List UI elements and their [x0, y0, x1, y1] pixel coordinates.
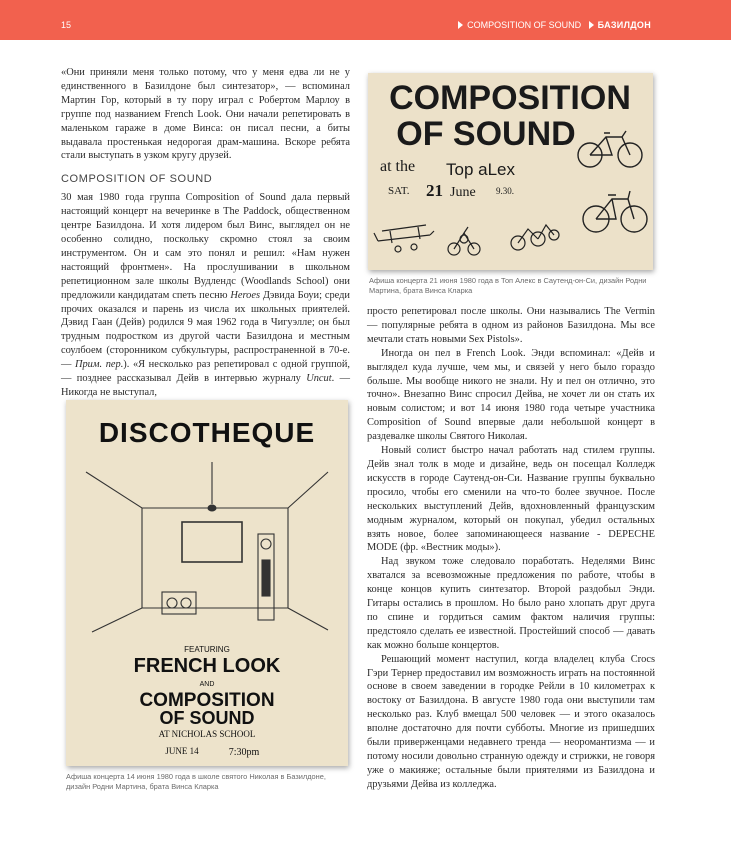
poster-line-2: OF SOUND: [396, 115, 576, 153]
paragraph: Над звуком тоже следовало поработать. Неделями Винс хватался за всевозможные предложения по работе, чтобы в конце концов купить синтезатор. Второй раздобыл Энди. Гитары остались в прошлом. Но было рано хлопать друг друга по спине и гордиться самим фактом наличия группы: предстояло сделать ее известной. Простейший способ — давать как можно больше концертов.: [367, 556, 655, 651]
right-column-text: [367, 305, 655, 792]
poster-top-caption: Афиша концерта 21 июня 1980 года в Топ Алекс в Саутенд-он-Си, дизайн Родни Мартина, брата Винса Кларка: [369, 276, 647, 295]
poster-bottom-caption: Афиша концерта 14 июня 1980 года в школе святого Николая в Базилдоне, дизайн Родни Мартина, брата Винса Кларка: [66, 772, 326, 791]
poster-sat: SAT.: [388, 185, 410, 197]
left-column-text: [61, 66, 350, 400]
poster-date: JUNE 14: [165, 746, 199, 756]
poster-title: DISCOTHEQUE: [98, 417, 316, 448]
page-number: 15: [61, 20, 72, 30]
breadcrumb-chapter: COMPOSITION OF SOUND: [467, 20, 582, 30]
poster-and: AND: [199, 681, 215, 688]
poster-at-the: at the: [380, 158, 416, 175]
header-bar: [0, 0, 731, 40]
poster-line-1: COMPOSITION: [389, 79, 631, 117]
paragraph: Новый солист быстро начал работать над стилем группы. Дейв знал толк в моде и дизайне, ведь он посещал Колледж искусств в городе Саутенд-он-Си. Название группы буквально просило, чтобы его сменили на что-то более звучное. После нескольких выступлений Дейв, вдохновленный французским модным журналом, который он покупал, убедил остальных взять новое, более запоминающееся название - DEPECHE MODE (фр. «Вестник моды»).: [367, 445, 655, 554]
poster-band-2-line-2: OF SOUND: [159, 708, 255, 728]
paragraph: просто репетировал после школы. Они назывались The Vermin — популярные ребята в одном из районов Базилдона. Мы все мечтали стать новыми Sex Pistols».: [367, 306, 655, 345]
paragraph: Иногда он пел в French Look. Энди вспоминал: «Дейв и выглядел куда лучше, чем мы, и связей у него было гораздо больше. Мы вообще никого не знали. Ну и пел он отлично, это точно». Внезапно Винс спросил Дейва, не хочет ли он стать их новым солистом; и вот 14 июня 1980 года четыре участника Composition of Sound впервые дали небольшой концерт в раздевалке школы Святого Николая.: [367, 347, 655, 443]
poster-featuring: FEATURING: [184, 645, 230, 654]
paragraph: «Они приняли меня только потому, что у меня едва ли не у единственного в Базилдоне был синтезатор», — вспоминал Мартин Гор, который в ту пору играл с Робертом Марлоу в группе под названием French Look. Они начали репетировать в маленьком гараже в доме Винса: он писал песни, а биты выдавала простенькая недорогая драм-машина. Вскоре ребята стали выступать в узком кругу друзей.: [61, 67, 350, 162]
poster-school: AT NICHOLAS SCHOOL: [158, 729, 256, 739]
poster-time: 9.30.: [496, 186, 514, 196]
breadcrumb-section: БАЗИЛДОН: [597, 20, 651, 30]
poster-time: 7:30pm: [228, 747, 260, 758]
triangle-icon: [589, 21, 594, 29]
section-heading: COMPOSITION OF SOUND: [61, 173, 213, 186]
breadcrumb: [458, 20, 651, 30]
poster-band-1: FRENCH LOOK: [133, 655, 281, 677]
poster-band-2-line-1: COMPOSITION: [139, 690, 275, 711]
poster-discotheque: [66, 400, 348, 766]
poster-date-num: 21: [426, 181, 443, 200]
triangle-icon: [458, 21, 463, 29]
poster-venue: Top aLex: [446, 160, 515, 179]
paragraph: Решающий момент наступил, когда владелец клуба Crocs Гэри Тернер предоставил им возможность играть на постоянной основе в своем заведении в городке Рейли в 10 километрах к востоку от Базилдона. В августе 1980 года они выступили там несколько раз. Клуб вмещал 500 человек — и этого оказалось вполне достаточно для почти субботы. Многие из пришедших были приверженцами недавнего тренда — неоромантизма — и потому носили довольно странную одежду и стрижки, не говоря уже о макияже; остальные были приятелями из Базилдона и друзьями Дейва из колледжа.: [367, 653, 655, 790]
paragraph: 30 мая 1980 года группа Composition of Sound дала первый настоящий концерт на вечеринке в The Paddock, общественном центре Базилдона. И хотя лидером был Винс, выглядел он не особенно солидно, поскольку скромно стоял за своим инструментом. Он и сам это понял и решил: «Нам нужен настоящий фронтмен». На прослушивании в школьном репетиционном зале школы Вудлендс (Woodlands School) они предложили кандидатам спеть песню Heroes Дэвида Боуи; среди прочих оказался и парень из числа их школьных приятелей. Дэвид Гаан (Дейв) родился 9 мая 1962 года в Чигуэлле; он был трудным подростком из другой части Базилдона и местным соулбоем (сторонником субкультуры, распространенной в 70-е. — Прим. пер.). «Я несколько раз репетировал с одной группой, — позднее рассказывал Дейв в интервью журналу Uncut. — Никогда не выступал,: [61, 192, 350, 398]
poster-top-alex: [368, 73, 653, 270]
poster-date-month: June: [450, 185, 476, 200]
